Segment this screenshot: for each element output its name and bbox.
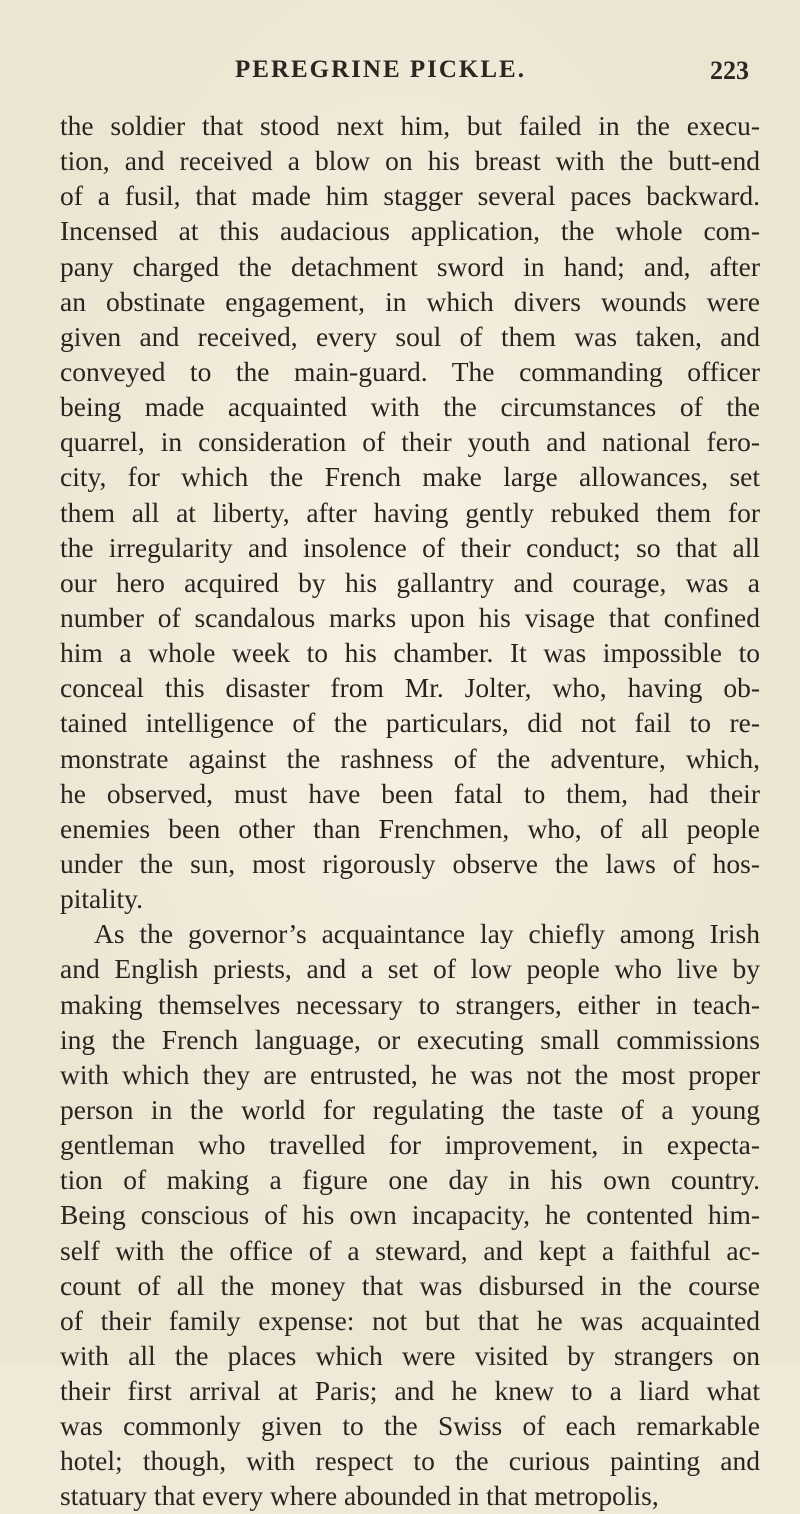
text-line: him a whole week to his chamber. It was impossible to — [60, 637, 760, 669]
text-line: gentleman who travelled for improvement, in expecta- — [60, 1129, 760, 1161]
text-line: ing the French language, or executing small commissions — [60, 1023, 760, 1055]
text-line: hotel; though, with respect to the curious painting and — [60, 1445, 760, 1477]
text-line: with which they are entrusted, he was not the most proper — [60, 1058, 760, 1090]
text-line: statuary that every where abounded in that metropolis, — [60, 1480, 659, 1512]
text-line: he observed, must have been fatal to them, had their — [60, 777, 760, 809]
text-line: the irregularity and insolence of their conduct; so that all — [60, 531, 760, 563]
text-line: of their family expense: not but that he was acquainted — [60, 1304, 760, 1336]
text-line: making themselves necessary to strangers, either in teach- — [60, 988, 760, 1020]
text-line: quarrel, in consideration of their youth and national fero- — [60, 426, 760, 458]
text-line: with all the places which were visited by strangers on — [60, 1339, 760, 1371]
text-line: conceal this disaster from Mr. Jolter, who, having ob- — [60, 672, 760, 704]
text-line: person in the world for regulating the taste of a young — [60, 1093, 760, 1125]
text-line: and English priests, and a set of low people who live by — [60, 953, 760, 985]
text-line: them all at liberty, after having gently rebuked them for — [60, 496, 760, 528]
text-line: conveyed to the main-guard. The commanding officer — [60, 355, 760, 387]
text-line: monstrate against the rashness of the adventure, which, — [60, 742, 760, 774]
text-line: As the governor’s acquaintance lay chiefly among Irish — [94, 918, 760, 950]
text-line: tained intelligence of the particulars, did not fail to re- — [60, 707, 760, 739]
text-line: number of scandalous marks upon his visage that confined — [60, 601, 760, 633]
running-title: PEREGRINE PICKLE. — [235, 56, 526, 83]
paragraph — [60, 108, 760, 916]
text-line: pitality. — [60, 883, 143, 915]
text-line: of a fusil, that made him stagger several paces backward. — [60, 180, 760, 212]
text-line: an obstinate engagement, in which divers wounds were — [60, 285, 760, 317]
text-line: given and received, every soul of them was taken, and — [60, 320, 760, 352]
text-line: being made acquainted with the circumstances of the — [60, 391, 760, 423]
text-line: tion, and received a blow on his breast with the butt-end — [60, 145, 760, 177]
text-line: their first arrival at Paris; and he knew to a liard what — [60, 1375, 760, 1407]
page-number: 223 — [710, 56, 749, 85]
text-line: self with the office of a steward, and kept a faithful ac- — [60, 1234, 760, 1266]
text-line: was commonly given to the Swiss of each remarkable — [60, 1410, 760, 1442]
text-line: the soldier that stood next him, but failed in the execu- — [60, 110, 760, 141]
text-line: under the sun, most rigorously observe the laws of hos- — [60, 847, 760, 879]
text-line: our hero acquired by his gallantry and courage, was a — [60, 566, 760, 598]
text-line: tion of making a figure one day in his own country. — [60, 1164, 760, 1196]
text-line: city, for which the French make large allowances, set — [60, 461, 760, 493]
body-text — [60, 108, 760, 1514]
text-line: count of all the money that was disbursed in the course — [60, 1269, 760, 1301]
text-line: Incensed at this audacious application, the whole com- — [60, 215, 760, 247]
text-line: pany charged the detachment sword in hand; and, after — [60, 250, 760, 282]
text-line: Being conscious of his own incapacity, he contented him- — [60, 1199, 760, 1231]
paragraph — [60, 916, 760, 1513]
text-line: enemies been other than Frenchmen, who, of all people — [60, 812, 760, 844]
running-head — [0, 56, 800, 96]
